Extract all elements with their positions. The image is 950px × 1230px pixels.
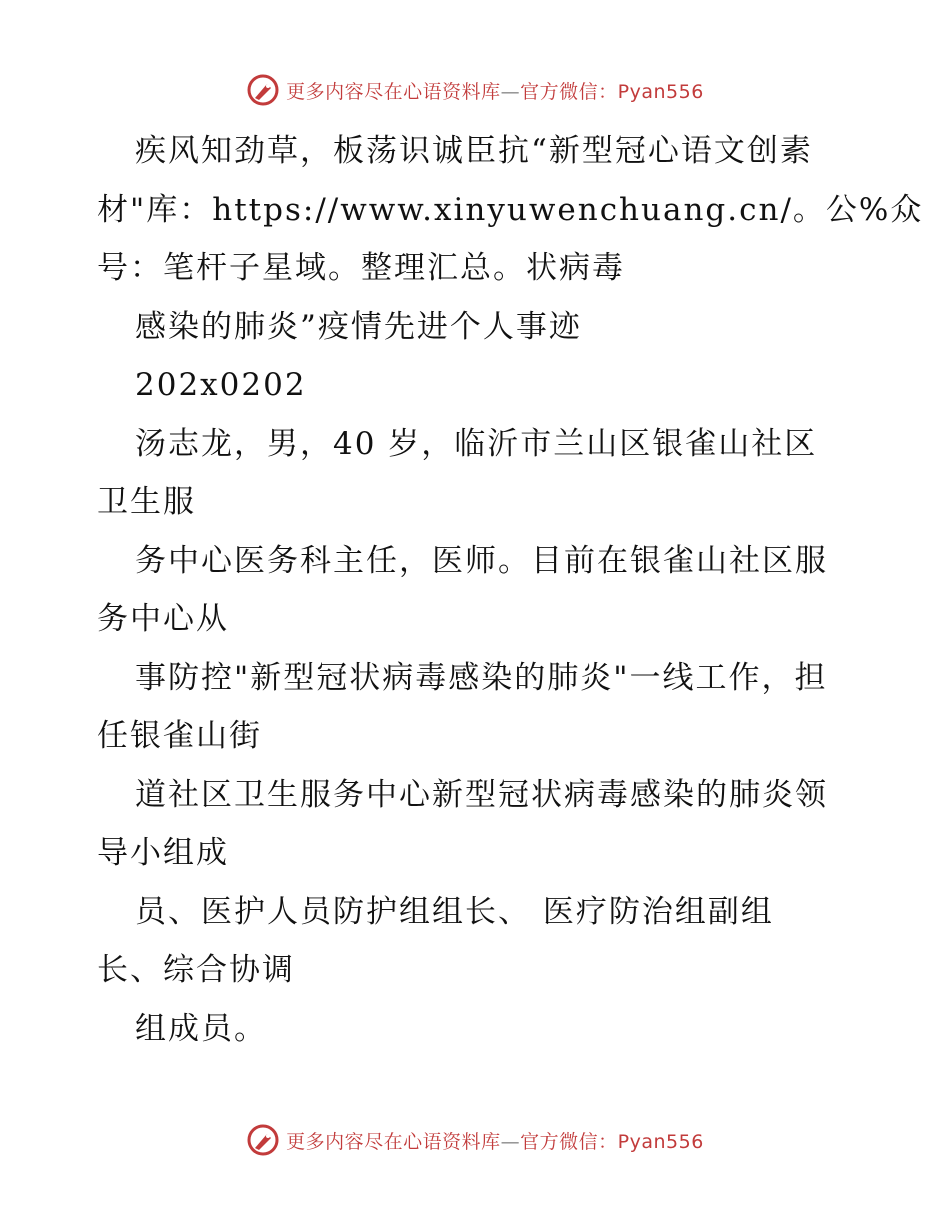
body-line-7: 卫生服 bbox=[97, 484, 196, 520]
body-line-16: 组成员。 bbox=[135, 1010, 267, 1047]
body-line-11: 任银雀山街 bbox=[97, 718, 262, 754]
body-line-15: 长、综合协调 bbox=[97, 952, 295, 988]
body-line-10: 事防控"新型冠状病毒感染的肺炎"一线工作，担 bbox=[135, 659, 828, 696]
document-body bbox=[97, 122, 924, 1058]
header-banner-dash: — bbox=[500, 80, 521, 103]
body-line-9: 务中心从 bbox=[97, 601, 229, 637]
body-line-8: 务中心医务科主任，医师。目前在银雀山社区服 bbox=[135, 542, 828, 579]
header-banner bbox=[0, 70, 950, 110]
body-line-12: 道社区卫生服务中心新型冠状病毒感染的肺炎领 bbox=[135, 776, 828, 813]
header-banner-title: 更多内容尽在心语资料库 bbox=[286, 80, 501, 103]
header-banner-text bbox=[286, 77, 704, 104]
header-banner-contact: 官方微信：Pyan556 bbox=[520, 80, 704, 103]
body-line-6: 汤志龙，男，40 岁，临沂市兰山区银雀山社区 bbox=[135, 425, 818, 462]
body-line-14: 员、医护人员防护组组长、 医疗防治组副组 bbox=[135, 893, 774, 930]
footer-banner-contact: 官方微信：Pyan556 bbox=[520, 1130, 704, 1153]
body-line-1: 疾风知劲草，板荡识诚臣抗“新型冠心语文创素 bbox=[135, 133, 813, 169]
pen-nib-circle-icon bbox=[246, 73, 280, 107]
footer-banner-text bbox=[286, 1127, 704, 1154]
footer-banner bbox=[0, 1120, 950, 1160]
body-line-13: 导小组成 bbox=[97, 835, 229, 871]
body-line-3: 号：笔杆子星域。整理汇总。状病毒 bbox=[97, 250, 625, 286]
body-line-4: 感染的肺炎”疫情先进个人事迹 bbox=[135, 308, 582, 345]
body-line-5: 202x0202 bbox=[135, 367, 307, 403]
pen-nib-circle-icon bbox=[246, 1123, 280, 1157]
body-line-2: 材"库：https://www.xinyuwenchuang.cn/。公%众 bbox=[97, 191, 924, 228]
footer-banner-title: 更多内容尽在心语资料库 bbox=[286, 1130, 501, 1153]
footer-banner-dash: — bbox=[500, 1130, 521, 1153]
